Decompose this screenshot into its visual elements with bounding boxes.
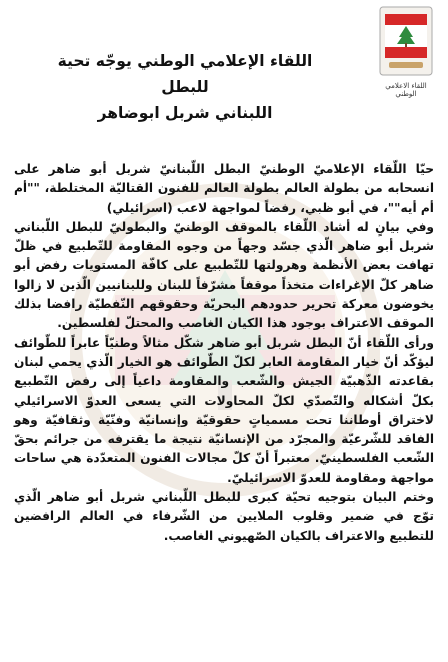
paragraph-intro: حيّا اللّقاء الإعلاميّ الوطنيّ البطل اللّبنانيّ شربل أبو ضاهر على انسحابه من بطولة العالم بطولة العالم للفنون القتاليّة المختلطة، ""أم أم أيه""، في أبو ظبي، رفضاً لمواجهة لاعب (اسرائيلي) [14,162,434,215]
lebanese-flag-logo-icon [379,6,433,76]
logo [374,6,438,106]
title-line-1: اللقاء الإعلامي الوطني يوجّه تحية للبطل [57,52,313,96]
article-body [14,160,434,546]
paragraph-resistance: ورأى اللّقاء أنّ البطل شربل أبو ضاهر شكّل مثالاً وطنيّاً عابراً للطّوائف ليؤكّد أنّ خيار المقاومة العابر لكلّ الطّوائف هو الخيار الّذي يحمي لبنان بقاعدته الذّهبيّة الجيش والشّعب والمقاومة داعياً إلى رفض التّطبيع بكلّ أشكاله والتّصدّي لكلّ المحاولات التي يسعى العدوّ الاسرائيلي لاختراق أوطاننا تحت مسمياتٍ حقوقيّة وإنسانيّة وفنّيّة وثقافيّة وهو الفاقد للشّرعيّة والمجرّد من الإنسانيّة نتيجة ما يقترفه من جرائم بحقّ الشّعب الفلسطينيّ. معتبراً أنّ كلّ مجالات الفنون المتعدّدة هي ساحات مواجهة ومقاومة للعدوّ الاسرائيليّ. [14,335,434,485]
logo-caption: اللقاء الاعلامي الوطني [385,82,427,98]
paragraph-statement: وفي بيانٍ له أشاد اللّقاء بالموقف الوطنيّ والبطوليّ للبطل اللّبناني شربل أبو ضاهر الّذي جسّد وجهاً من وجوه المقاومة للتّطبيع في ظلّ تهافت بعض الأنظمة وهرولتها للتّطبيع على كافّة المستويات رفض أبو ضاهر كلّ الإغراءات متخذاً موقفاً مشرّفاً للبنان وللبنانيين الّذين لا زالوا يخوضون معركة تحرير حدودهم البحريّة وحقوقهم النّفطيّة رافضا بذلك الموقف الاعتراف بوجود هذا الكيان الغاصب والمحتلّ لفلسطين. [14,219,434,331]
paragraph-closing: وختم البيان بتوجيه تحيّة كبرى للبطل اللّبناني شربل أبو ضاهر الّذي توّج في ضمير وقلوب الملايين من الشّرفاء في العالم الرافضين للتطبيع والاعتراف بالكيان الصّهيوني الغاصب. [14,490,434,543]
title-line-2: اللبناني شربل ابوضاهر [97,104,273,122]
page-title [40,48,330,126]
